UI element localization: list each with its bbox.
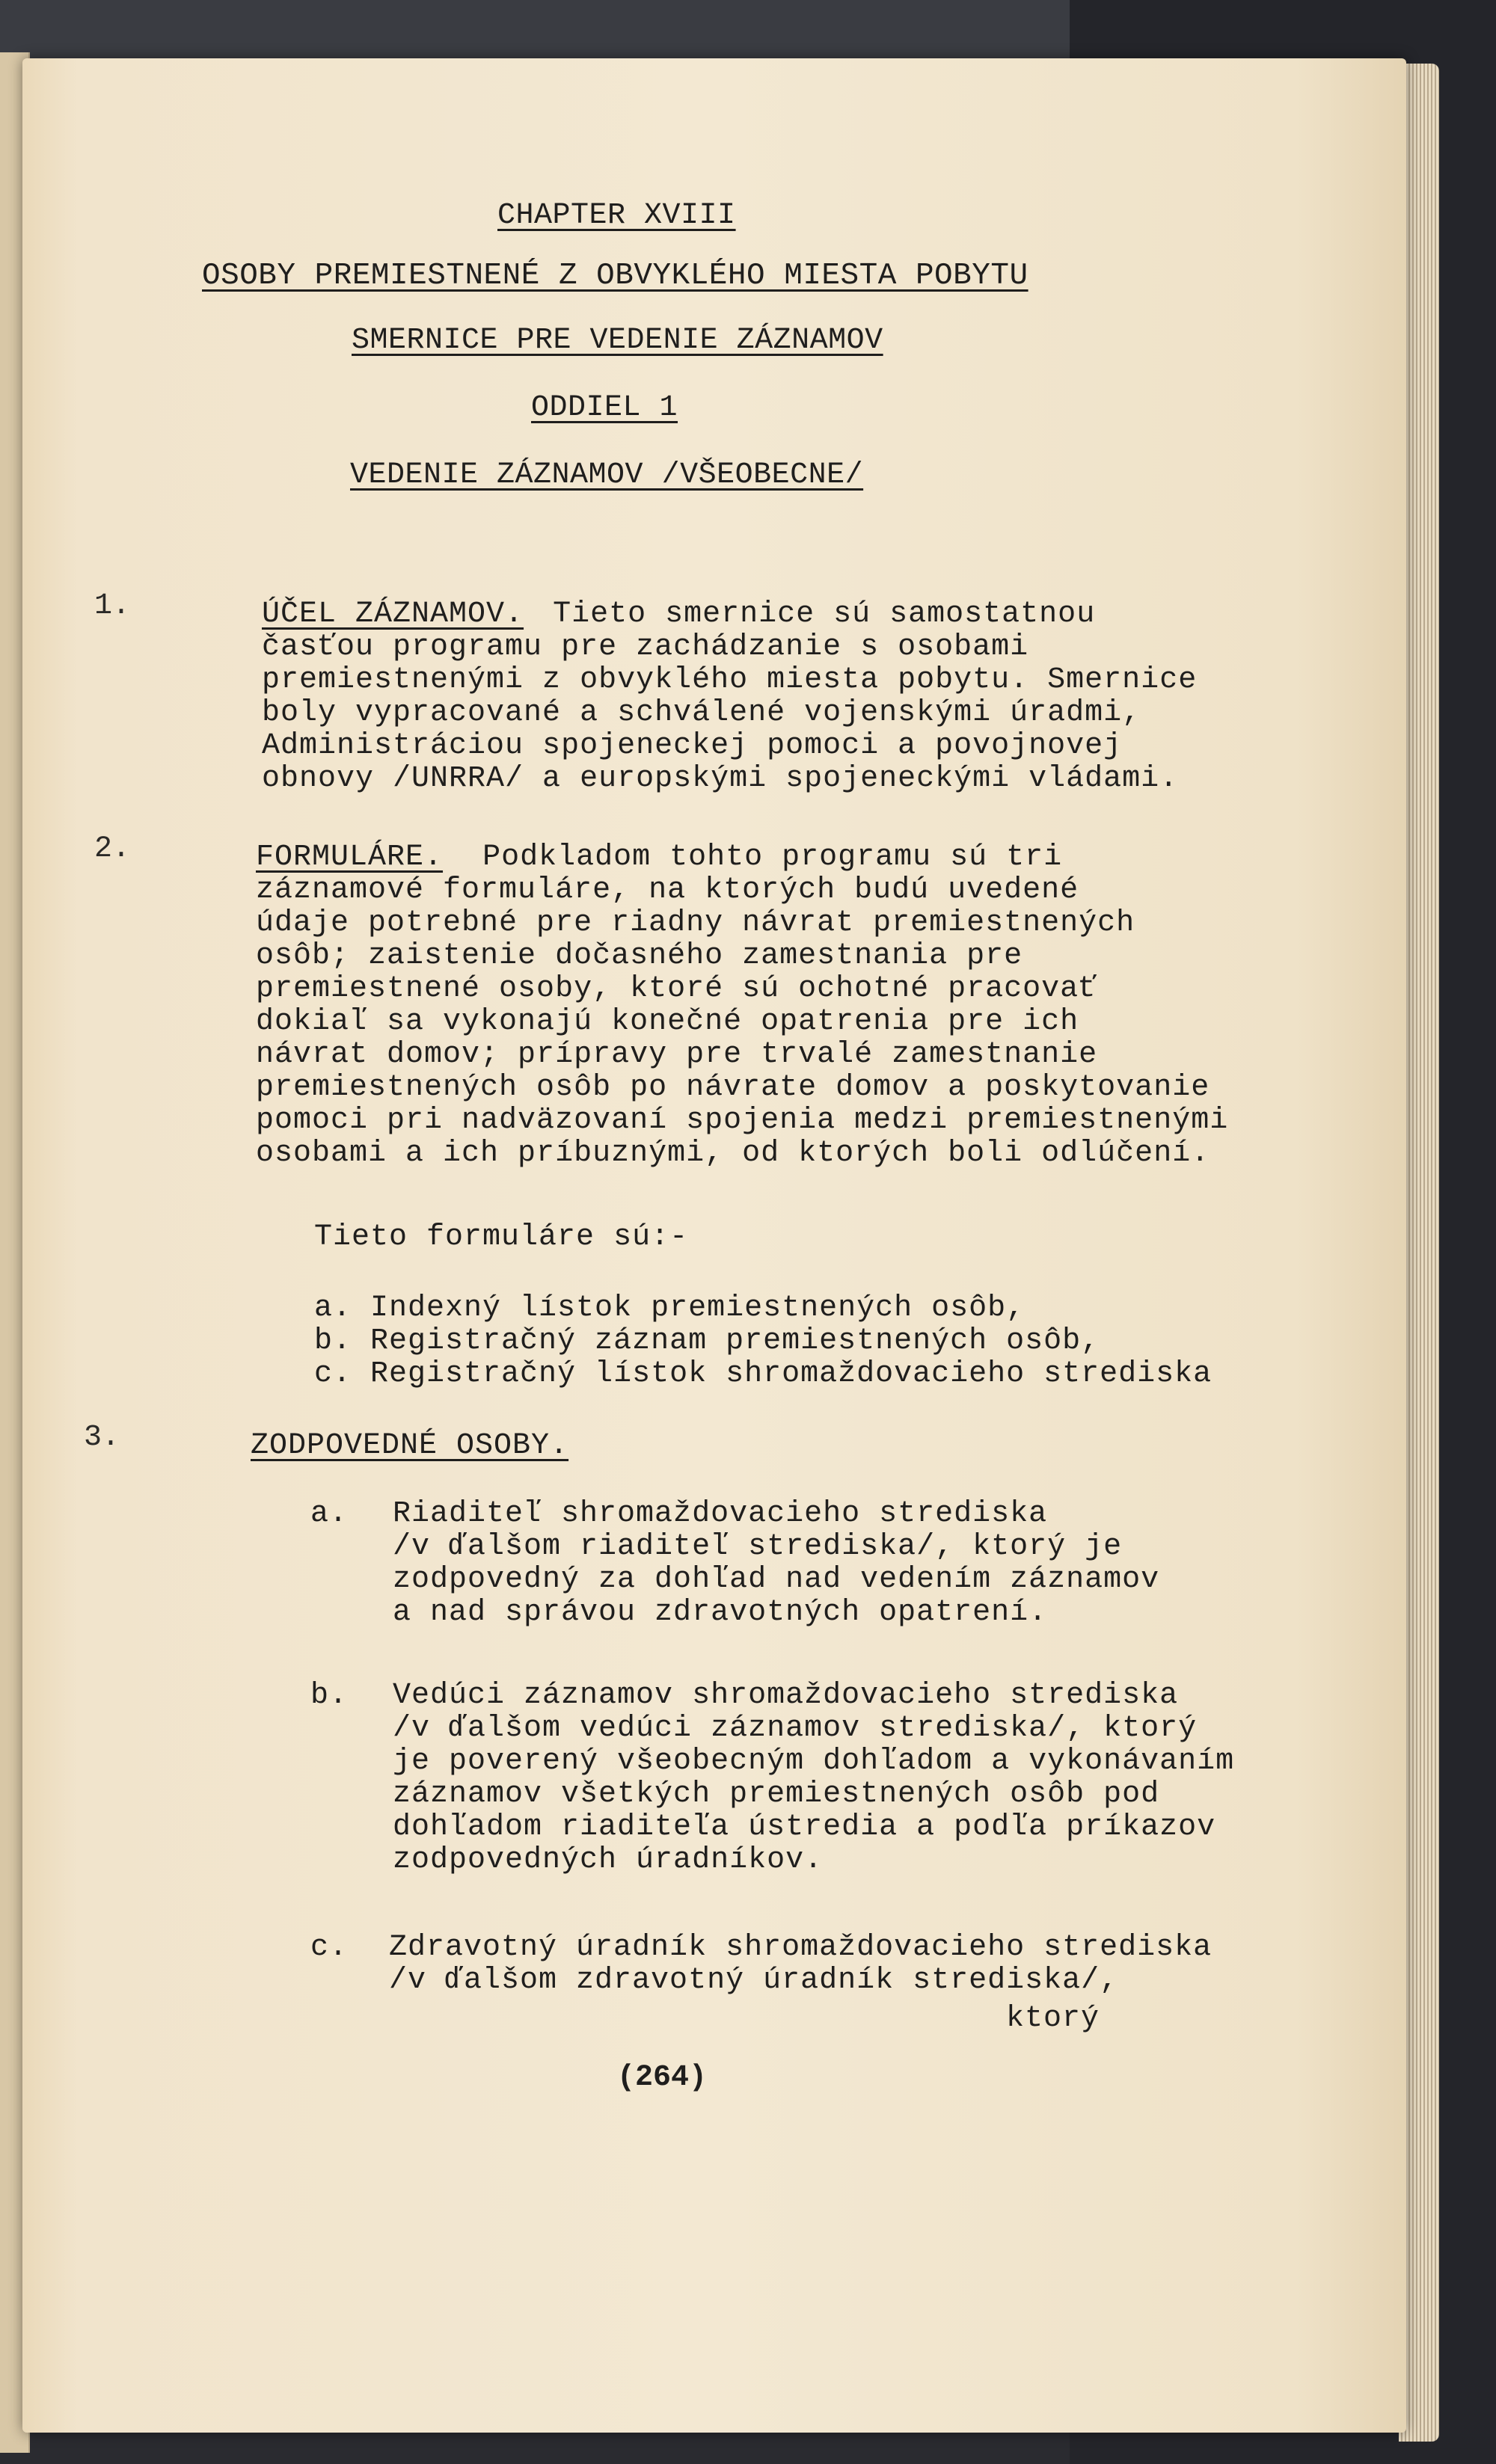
paragraph-1-line: časťou programu pre zachádzanie s osobami [262,630,1029,664]
forms-intro: Tieto formuláre sú:- [314,1220,689,1254]
paragraph-2-line: dokiaľ sa vykonajú konečné opatrenia pre ich [256,1005,1079,1039]
document-page [22,58,1406,2433]
catchword: ktorý [1006,2002,1100,2036]
item-a-line: Riaditeľ shromaždovacieho strediska [393,1497,1048,1531]
item-b-line: Vedúci záznamov shromaždovacieho strediska [393,1679,1179,1712]
item-c-letter: c. [310,1931,349,1964]
page-number: (264) [617,2061,708,2095]
responsible-item-b [393,1680,1234,1877]
paragraph-2-number: 2. [94,832,131,866]
item-a-line: a nad správou zdravotných opatrení. [393,1596,1048,1629]
paragraph-2-line: návrat domov; prípravy pre trvalé zamestnanie [256,1038,1098,1072]
item-b-letter: b. [310,1679,349,1712]
paragraph-2 [256,841,1228,1170]
item-b-line: dohľadom riaditeľa ústredia a podľa príkazov [393,1810,1216,1844]
document-title: OSOBY PREMIESTNENÉ Z OBVYKLÉHO MIESTA POBYTU [202,259,1028,293]
responsible-item-a [393,1498,1159,1629]
item-c-line: /v ďalšom zdravotný úradník strediska/, [389,1964,1119,1997]
paragraph-3-heading: ZODPOVEDNÉ OSOBY. [251,1429,569,1463]
paragraph-1-line: obnovy /UNRRA/ a europskými spojeneckými vládami. [262,762,1179,796]
paragraph-2-line: osobami a ich príbuznými, od ktorých boli odlúčení. [256,1137,1210,1170]
forms-list-item: c. Registračný lístok shromaždovacieho strediska [314,1357,1213,1391]
item-a-letter: a. [310,1497,349,1531]
item-a-line: zodpovedný za dohľad nad vedením záznamov [393,1563,1160,1597]
forms-list-item: a. Indexný lístok premiestnených osôb, [314,1291,1026,1325]
paragraph-1 [262,598,1197,796]
section-title: VEDENIE ZÁZNAMOV /VŠEOBECNE/ [350,458,864,492]
section-heading: ODDIEL 1 [531,391,678,425]
item-a-line: /v ďalšom riaditeľ strediska/, ktorý je [393,1530,1123,1564]
paragraph-2-line: premiestnené osoby, ktoré sú ochotné pracovať [256,972,1098,1006]
paragraph-1-line: boly vypracované a schválené vojenskými úradmi, [262,696,1141,730]
paragraph-3-number: 3. [84,1421,120,1454]
responsible-item-c [389,1932,1212,1997]
paragraph-2-line: pomoci pri nadväzovaní spojenia medzi premiestnenými [256,1104,1229,1137]
paragraph-2-heading: FORMULÁRE. [256,841,444,874]
paragraph-1-heading: ÚČEL ZÁZNAMOV. [262,597,524,631]
paragraph-2-line: osôb; zaistenie dočasného zamestnania pre [256,939,1023,973]
paragraph-2-line: premiestnených osôb po návrate domov a poskytovanie [256,1071,1210,1105]
item-b-line: /v ďalšom vedúci záznamov strediska/, ktorý [393,1712,1198,1745]
item-b-line: je poverený všeobecným dohľadom a vykonávaním [393,1745,1235,1778]
paragraph-2-line: údaje potrebné pre riadny návrat premiestnených [256,906,1135,940]
paragraph-2-line: záznamové formuláre, na ktorých budú uvedené [256,873,1079,907]
paragraph-1-line: Administráciou spojeneckej pomoci a povojnovej [262,729,1123,763]
forms-list-item: b. Registračný záznam premiestnených osôb, [314,1324,1100,1358]
item-b-line: zodpovedných úradníkov. [393,1843,824,1877]
item-c-line: Zdravotný úradník shromaždovacieho strediska [389,1931,1213,1964]
paragraph-1-first-line [262,598,1197,631]
paragraph-1-number: 1. [94,589,131,623]
paragraph-1-first-line-text: Tieto smernice sú samostatnou [553,597,1096,631]
paragraph-2-first-line [256,841,1228,874]
item-b-line: záznamov všetkých premiestnených osôb pod [393,1778,1160,1811]
document-subtitle: SMERNICE PRE VEDENIE ZÁZNAMOV [352,324,883,357]
forms-list [314,1292,1212,1391]
paragraph-1-line: premiestnenými z obvyklého miesta pobytu. Smernice [262,663,1198,697]
paragraph-2-first-line-text: Podkladom tohto programu sú tri [482,841,1063,874]
chapter-heading: CHAPTER XVIII [497,199,736,233]
